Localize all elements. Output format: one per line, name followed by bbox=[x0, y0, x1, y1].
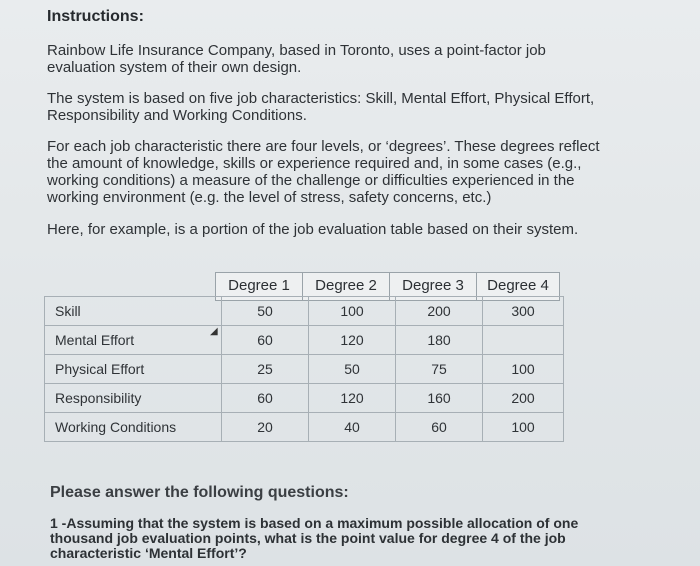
paragraph-table-intro: Here, for example, is a portion of the job evaluation table based on their system. bbox=[47, 221, 579, 238]
table-cell: 180 bbox=[396, 326, 483, 355]
row-label: Skill bbox=[45, 297, 222, 326]
paragraph-company: Rainbow Life Insurance Company, based in Toronto, uses a point-factor job evaluation system of their own design. bbox=[47, 42, 546, 76]
table-cell-empty bbox=[483, 326, 564, 355]
table-cell: 100 bbox=[309, 297, 396, 326]
degree-2-header: Degree 2 bbox=[302, 272, 390, 301]
paragraph-characteristics: The system is based on five job characteristics: Skill, Mental Effort, Physical Effort, Responsibility and Working Conditions. bbox=[47, 90, 595, 124]
table-cell: 120 bbox=[309, 384, 396, 413]
table-row bbox=[45, 384, 564, 413]
paragraph-degrees: For each job characteristic there are four levels, or ‘degrees’. These degrees reflect the amount of knowledge, skills or experience required and, in some cases (e.g., working conditions) a measure of the challenge or difficulties experienced in the working environment (e.g. the level of stress, safety concerns, etc.) bbox=[47, 138, 600, 206]
cursor-icon: ◢ bbox=[210, 326, 218, 337]
table-cell: 50 bbox=[222, 297, 309, 326]
degree-1-header: Degree 1 bbox=[215, 272, 303, 301]
table-row bbox=[45, 297, 564, 326]
table-row bbox=[45, 355, 564, 384]
table-cell: 40 bbox=[309, 413, 396, 442]
table-cell: 200 bbox=[483, 384, 564, 413]
table-cell: 60 bbox=[222, 384, 309, 413]
table-cell: 100 bbox=[483, 413, 564, 442]
degree-4-header: Degree 4 bbox=[476, 272, 560, 301]
row-label: Responsibility bbox=[45, 384, 222, 413]
job-evaluation-table bbox=[44, 296, 564, 442]
questions-heading: Please answer the following questions: bbox=[50, 484, 349, 501]
table-cell: 25 bbox=[222, 355, 309, 384]
table-cell: 20 bbox=[222, 413, 309, 442]
table-row bbox=[45, 413, 564, 442]
table-cell: 75 bbox=[396, 355, 483, 384]
degree-3-header: Degree 3 bbox=[389, 272, 477, 301]
table-cell: 120 bbox=[309, 326, 396, 355]
instructions-heading: Instructions: bbox=[47, 8, 144, 25]
table-cell: 300 bbox=[483, 297, 564, 326]
row-label: Physical Effort bbox=[45, 355, 222, 384]
table-cell: 50 bbox=[309, 355, 396, 384]
table-cell: 100 bbox=[483, 355, 564, 384]
table-cell: 60 bbox=[222, 326, 309, 355]
table-cell: 160 bbox=[396, 384, 483, 413]
row-label: Working Conditions bbox=[45, 413, 222, 442]
question-1: 1 -Assuming that the system is based on a maximum possible allocation of one thousand job evaluation points, what is the point value for degree 4 of the job characteristic ‘Mental Effort’? bbox=[50, 515, 579, 561]
row-label: Mental Effort bbox=[45, 326, 222, 355]
table-cell: 60 bbox=[396, 413, 483, 442]
table-cell: 200 bbox=[396, 297, 483, 326]
table-row bbox=[45, 326, 564, 355]
